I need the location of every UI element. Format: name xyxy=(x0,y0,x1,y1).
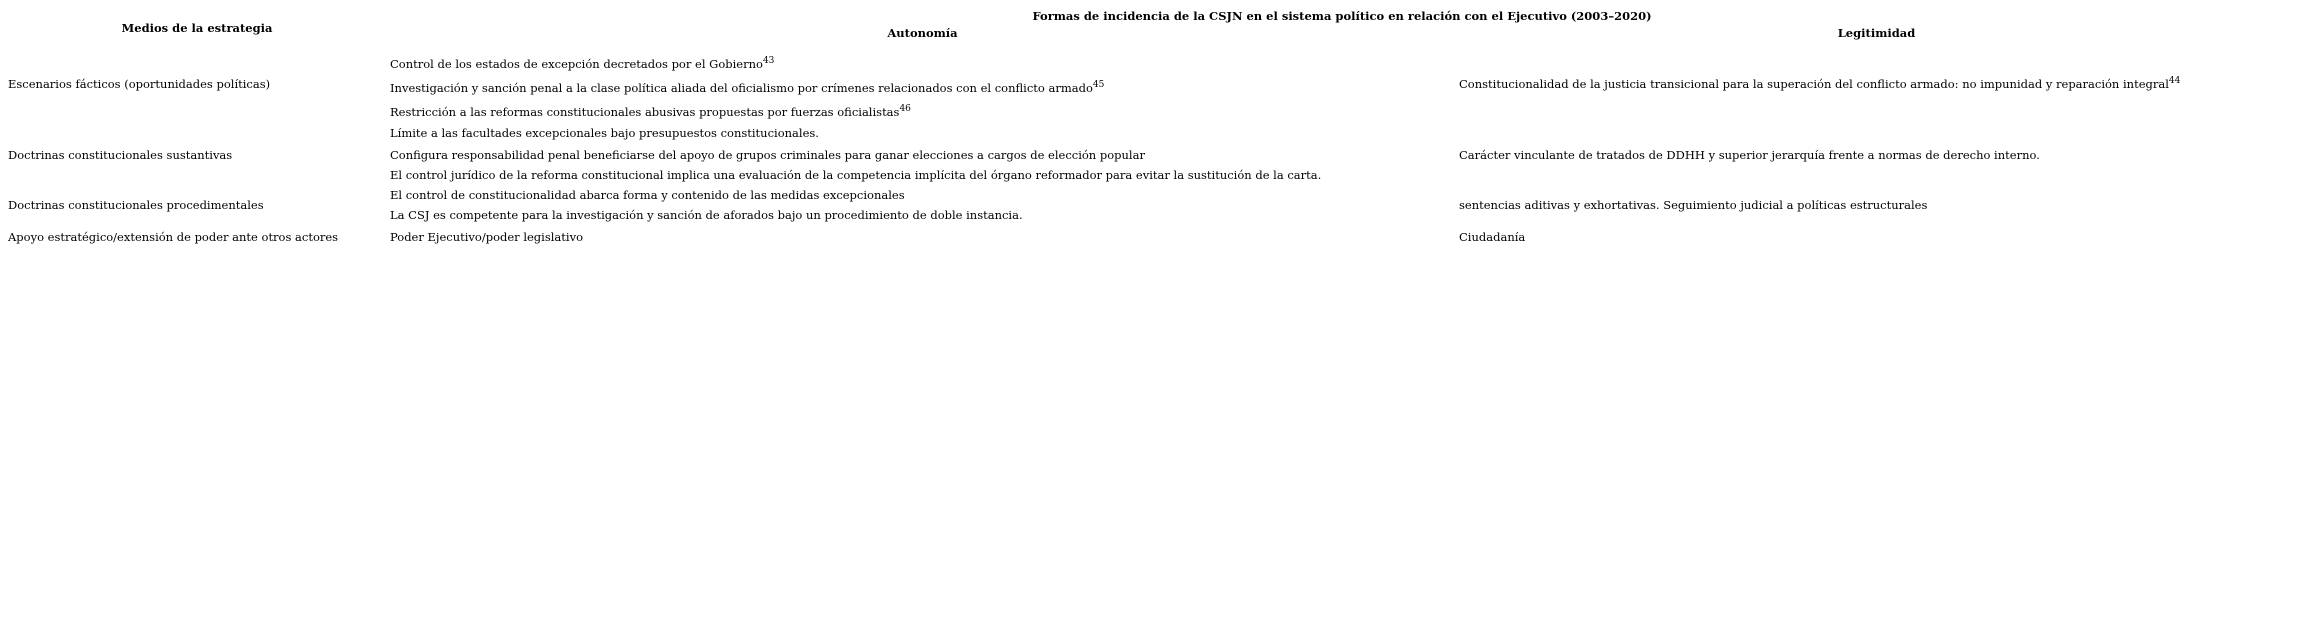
row-means-cell: Escenarios fácticos (oportunidades políticas) xyxy=(8,76,271,91)
legitimacy-cell xyxy=(1457,43,2296,124)
strategy-table xyxy=(6,6,2296,249)
legitimacy-cell: sentencias aditivas y exhortativas. Seguimiento judicial a políticas estructurales xyxy=(1459,198,1928,212)
header-row-top xyxy=(6,6,2296,26)
header-means: Medios de la estrategia xyxy=(121,21,273,35)
header-autonomy: Autonomía xyxy=(887,26,958,40)
footnote-ref[interactable]: 46 xyxy=(899,104,911,114)
row-means-cell: Doctrinas constitucionales procedimentales xyxy=(8,198,264,212)
autonomy-cell: La CSJ es competente para la investigación y sanción de aforados bajo un procedimiento de doble instancia. xyxy=(390,208,1023,222)
row-means-cell: Apoyo estratégico/extensión de poder ante otros actores xyxy=(8,230,339,244)
footnote-ref[interactable]: 45 xyxy=(1092,80,1105,90)
legitimacy-text: Constitucionalidad de la justicia transicional para la superación del conflicto armado: no impunidad y reparación integral xyxy=(1459,76,2169,91)
autonomy-cell: Configura responsabilidad penal beneficiarse del apoyo de grupos criminales para ganar elecciones a cargos de elección popular xyxy=(390,148,1145,162)
autonomy-cell xyxy=(388,100,1457,124)
table-row xyxy=(6,124,2296,145)
legitimacy-cell: Carácter vinculante de tratados de DDHH y superior jerarquía frente a normas de derecho interno. xyxy=(1459,147,2040,162)
footnote-ref[interactable]: 44 xyxy=(2168,75,2181,86)
autonomy-cell: Poder Ejecutivo/poder legislativo xyxy=(390,230,584,244)
autonomy-text: Control de los estados de excepción decretados por el Gobierno xyxy=(390,57,763,71)
table-row xyxy=(6,225,2296,249)
autonomy-text: Investigación y sanción penal a la clase política aliada del oficialismo por crímenes relacionados con el conflicto armado xyxy=(390,81,1093,95)
footnote-ref[interactable]: 43 xyxy=(762,56,775,66)
table-row xyxy=(6,185,2296,205)
autonomy-cell: Límite a las facultades excepcionales bajo presupuestos constitucionales. xyxy=(390,126,819,140)
legitimacy-cell: Ciudadanía xyxy=(1459,230,1526,244)
autonomy-cell xyxy=(388,43,1457,76)
autonomy-cell xyxy=(388,76,1457,100)
autonomy-text: Restricción a las reformas constitucionales abusivas propuestas por fuerzas oficialistas xyxy=(390,105,900,119)
header-legitimacy: Legitimidad xyxy=(1837,26,1916,40)
autonomy-cell: El control jurídico de la reforma constitucional implica una evaluación de la competencia implícita del órgano reformador para evitar la sustitución de la carta. xyxy=(390,168,1322,182)
header-forms: Formas de incidencia de la CSJN en el sistema político en relación con el Ejecutivo (2003–2020) xyxy=(1032,9,1652,23)
autonomy-cell: El control de constitucionalidad abarca forma y contenido de las medidas excepcionales xyxy=(390,188,905,202)
row-means-cell: Doctrinas constitucionales sustantivas xyxy=(8,147,233,162)
table-row xyxy=(6,43,2296,76)
